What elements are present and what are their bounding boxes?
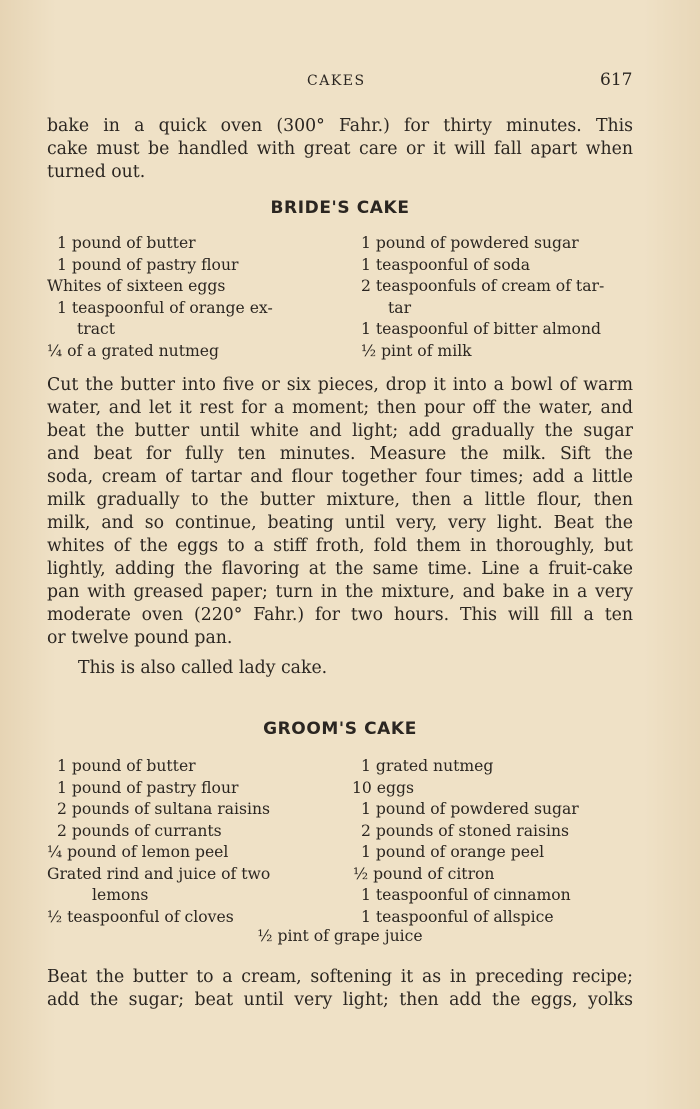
ingredient-item: 1 grated nutmeg — [361, 757, 494, 775]
ingredient-item: 2 pounds of stoned raisins — [361, 821, 570, 840]
text-line: pan with greased paper; turn in the mixture, and bake in a very — [47, 582, 633, 602]
ingredient-item: Grated rind and juice of two — [47, 864, 271, 883]
ingredients-right-column — [352, 756, 579, 928]
grooms-cake-heading: GROOM'S CAKE — [263, 719, 417, 739]
ingredient-item: 2 pounds of currants — [57, 821, 222, 840]
brides-cake-heading: BRIDE'S CAKE — [270, 198, 410, 218]
ingredient-item: ¼ pound of lemon peel — [47, 843, 229, 861]
ingredient-item: tract — [77, 320, 116, 338]
ingredient-item: ½ pound of citron — [353, 864, 495, 883]
running-title: CAKES — [307, 73, 366, 89]
ingredient-item: ¼ of a grated nutmeg — [47, 341, 219, 360]
ingredient-item: 1 teaspoonful of cinnamon — [361, 886, 571, 904]
ingredient-item: 10 eggs — [352, 778, 414, 797]
ingredient-item: 1 pound of butter — [57, 757, 196, 775]
text-line: water, and let it rest for a moment; then pour off the water, and — [47, 398, 633, 418]
brides-cake-method — [47, 374, 633, 650]
ingredient-item: 1 teaspoonful of soda — [361, 255, 531, 274]
text-line: lightly, adding the flavoring at the same time. Line a fruit-cake — [47, 559, 633, 579]
grooms-cake-method — [47, 966, 633, 1012]
ingredient-item: tar — [388, 298, 412, 317]
text-line: Cut the butter into five or six pieces, drop it into a bowl of warm — [47, 375, 633, 395]
ingredient-item: 1 pound of butter — [57, 234, 196, 252]
text-line: beat the butter until white and light; add gradually the sugar — [47, 421, 633, 441]
text-line: Beat the butter to a cream, softening it as in preceding recipe; — [47, 967, 633, 987]
text-line: add the sugar; beat until very light; then add the eggs, yolks — [47, 990, 633, 1010]
brides-cake-ingredients — [47, 233, 647, 363]
text-line: moderate oven (220° Fahr.) for two hours. This will fill a ten — [47, 605, 633, 625]
ingredient-item: 1 teaspoonful of orange ex- — [57, 298, 273, 317]
ingredient-item: 1 pound of orange peel — [361, 843, 545, 861]
text-line: bake in a quick oven (300° Fahr.) for thirty minutes. This — [47, 116, 633, 136]
text-line: milk, and so continue, beating until very, very light. Beat the — [47, 513, 633, 533]
ingredient-item: ½ teaspoonful of cloves — [47, 907, 234, 926]
text-line: soda, cream of tartar and flour together four times; add a little — [47, 467, 633, 487]
ingredient-item: 2 pounds of sultana raisins — [57, 800, 271, 818]
text-line: cake must be handled with great care or it will fall apart when — [47, 139, 633, 159]
ingredient-item: 1 teaspoonful of bitter almond — [361, 320, 601, 338]
grooms-cake-ingredients — [47, 756, 647, 931]
text-line: This is also called lady cake. — [78, 658, 328, 678]
ingredient-item: 1 teaspoonful of allspice — [361, 907, 554, 926]
ingredient-item: 2 teaspoonfuls of cream of tar- — [361, 277, 605, 295]
brides-cake-note — [78, 657, 578, 680]
intro-paragraph — [47, 115, 633, 184]
ingredient-item: ½ pint of milk — [361, 341, 472, 360]
grape-juice-item: ½ pint of grape juice — [257, 927, 423, 945]
ingredient-item: lemons — [92, 886, 149, 904]
page-number: 617 — [600, 70, 633, 90]
ingredient-item: 1 pound of powdered sugar — [361, 800, 579, 818]
text-line: or twelve pound pan. — [47, 628, 233, 648]
ingredient-item: 1 pound of powdered sugar — [361, 234, 579, 252]
text-line: turned out. — [47, 162, 146, 182]
ingredients-left-column — [47, 233, 273, 362]
ingredients-right-column — [361, 233, 604, 362]
ingredient-item: 1 pound of pastry flour — [57, 255, 239, 274]
ingredient-item: Whites of sixteen eggs — [47, 277, 226, 295]
text-line: whites of the eggs to a stiff froth, fold them in thoroughly, but — [47, 536, 633, 556]
text-line: and beat for fully ten minutes. Measure the milk. Sift the — [47, 444, 633, 464]
ingredient-item: 1 pound of pastry flour — [57, 778, 239, 797]
text-line: milk gradually to the butter mixture, then a little flour, then — [47, 490, 633, 510]
ingredients-left-column — [47, 756, 270, 928]
running-head — [0, 70, 700, 94]
